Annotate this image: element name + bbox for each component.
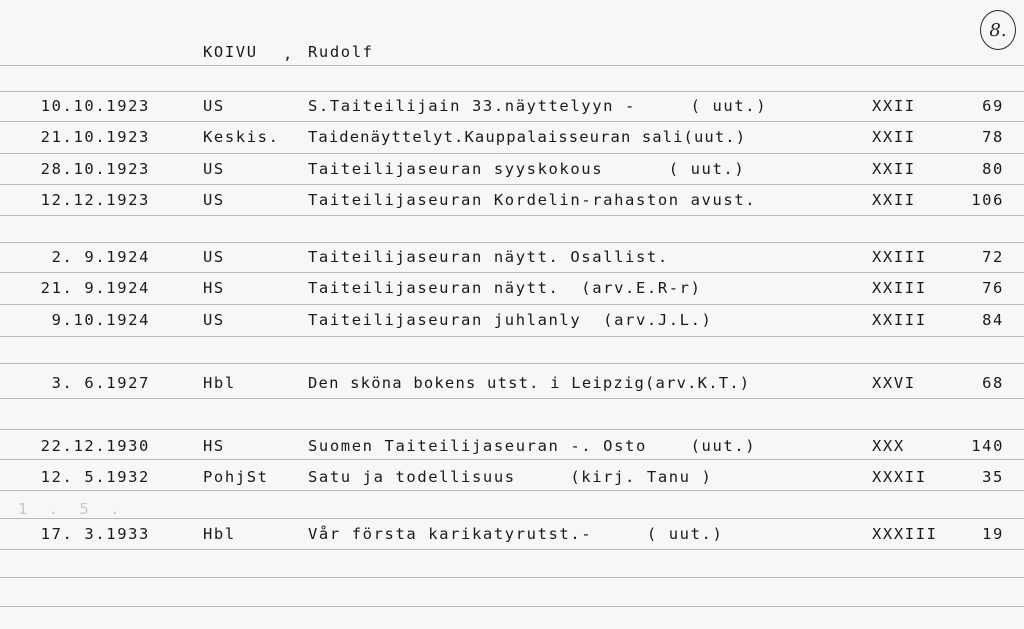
entry-title: Taiteilijaseuran näytt. (arv.E.R-r) <box>308 279 702 297</box>
entry-date: 17. 3.1933 <box>40 525 150 543</box>
given-name: Rudolf <box>308 43 374 61</box>
rule-line <box>0 242 1024 243</box>
rule-line <box>0 304 1024 305</box>
rule-line <box>0 272 1024 273</box>
entry-source: US <box>203 97 225 115</box>
entry-date: 3. 6.1927 <box>51 374 150 392</box>
rule-line <box>0 153 1024 154</box>
entry-page: 35 <box>982 468 1004 486</box>
entry-source: HS <box>203 437 225 455</box>
entry-title: S.Taiteilijain 33.näyttelyyn - ( uut.) <box>308 97 768 115</box>
rule-line <box>0 577 1024 578</box>
entry-page: 69 <box>982 97 1004 115</box>
entry-title: Vår första karikatyrutst.- ( uut.) <box>308 525 724 543</box>
entry-source: HS <box>203 279 225 297</box>
entry-volume: XXII <box>872 191 916 209</box>
entry-source: Hbl <box>203 374 236 392</box>
entry-page: 76 <box>982 279 1004 297</box>
entry-source: US <box>203 311 225 329</box>
entry-title: Taiteilijaseuran juhlanly (arv.J.L.) <box>308 311 713 329</box>
rule-line <box>0 65 1024 66</box>
entry-volume: XXII <box>872 128 916 146</box>
entry-date: 2. 9.1924 <box>51 248 150 266</box>
entry-source: US <box>203 191 225 209</box>
rule-line <box>0 398 1024 399</box>
entry-page: 19 <box>982 525 1004 543</box>
card-sequence-number: 8. <box>980 10 1016 50</box>
entry-page: 68 <box>982 374 1004 392</box>
rule-line <box>0 363 1024 364</box>
entry-volume: XXII <box>872 97 916 115</box>
entry-title: Suomen Taiteilijaseuran -. Osto (uut.) <box>308 437 757 455</box>
entry-volume: XXII <box>872 160 916 178</box>
entry-source: PohjSt <box>203 468 269 486</box>
entry-page: 140 <box>971 437 1004 455</box>
rule-line <box>0 459 1024 460</box>
entry-source: US <box>203 160 225 178</box>
entry-date: 10.10.1923 <box>40 97 150 115</box>
entry-date: 12. 5.1932 <box>40 468 150 486</box>
faint-erased-mark: 1 . 5 . <box>18 500 126 518</box>
rule-line <box>0 215 1024 216</box>
entry-volume: XXVI <box>872 374 916 392</box>
entry-volume: XXXII <box>872 468 927 486</box>
entry-date: 21. 9.1924 <box>40 279 150 297</box>
name-separator: , <box>283 45 294 63</box>
rule-line <box>0 429 1024 430</box>
rule-line <box>0 184 1024 185</box>
rule-line <box>0 518 1024 519</box>
entry-title: Satu ja todellisuus (kirj. Tanu ) <box>308 468 713 486</box>
entry-date: 22.12.1930 <box>40 437 150 455</box>
rule-line <box>0 91 1024 92</box>
entry-volume: XXX <box>872 437 905 455</box>
entry-title: Taiteilijaseuran syyskokous ( uut.) <box>308 160 746 178</box>
rule-line <box>0 490 1024 491</box>
entry-date: 9.10.1924 <box>51 311 150 329</box>
entry-title: Den sköna bokens utst. i Leipzig(arv.K.T.) <box>308 374 751 392</box>
entry-volume: XXIII <box>872 279 927 297</box>
entry-page: 106 <box>971 191 1004 209</box>
entry-page: 78 <box>982 128 1004 146</box>
entry-date: 21.10.1923 <box>40 128 150 146</box>
entry-volume: XXIII <box>872 311 927 329</box>
rule-line <box>0 336 1024 337</box>
entry-page: 72 <box>982 248 1004 266</box>
entry-source: US <box>203 248 225 266</box>
entry-date: 12.12.1923 <box>40 191 150 209</box>
entry-page: 84 <box>982 311 1004 329</box>
entry-title: Taiteilijaseuran Kordelin-rahaston avust. <box>308 191 757 209</box>
entry-volume: XXXIII <box>872 525 938 543</box>
entry-source: Hbl <box>203 525 236 543</box>
entry-page: 80 <box>982 160 1004 178</box>
entry-title: Taiteilijaseuran näytt. Osallist. <box>308 248 669 266</box>
rule-line <box>0 121 1024 122</box>
entry-source: Keskis. <box>203 128 280 146</box>
entry-volume: XXIII <box>872 248 927 266</box>
surname: KOIVU <box>203 43 258 61</box>
rule-line <box>0 549 1024 550</box>
entry-date: 28.10.1923 <box>40 160 150 178</box>
entry-title: Taidenäyttelyt.Kauppalaisseuran sali(uut.) <box>308 128 747 146</box>
rule-line <box>0 606 1024 607</box>
